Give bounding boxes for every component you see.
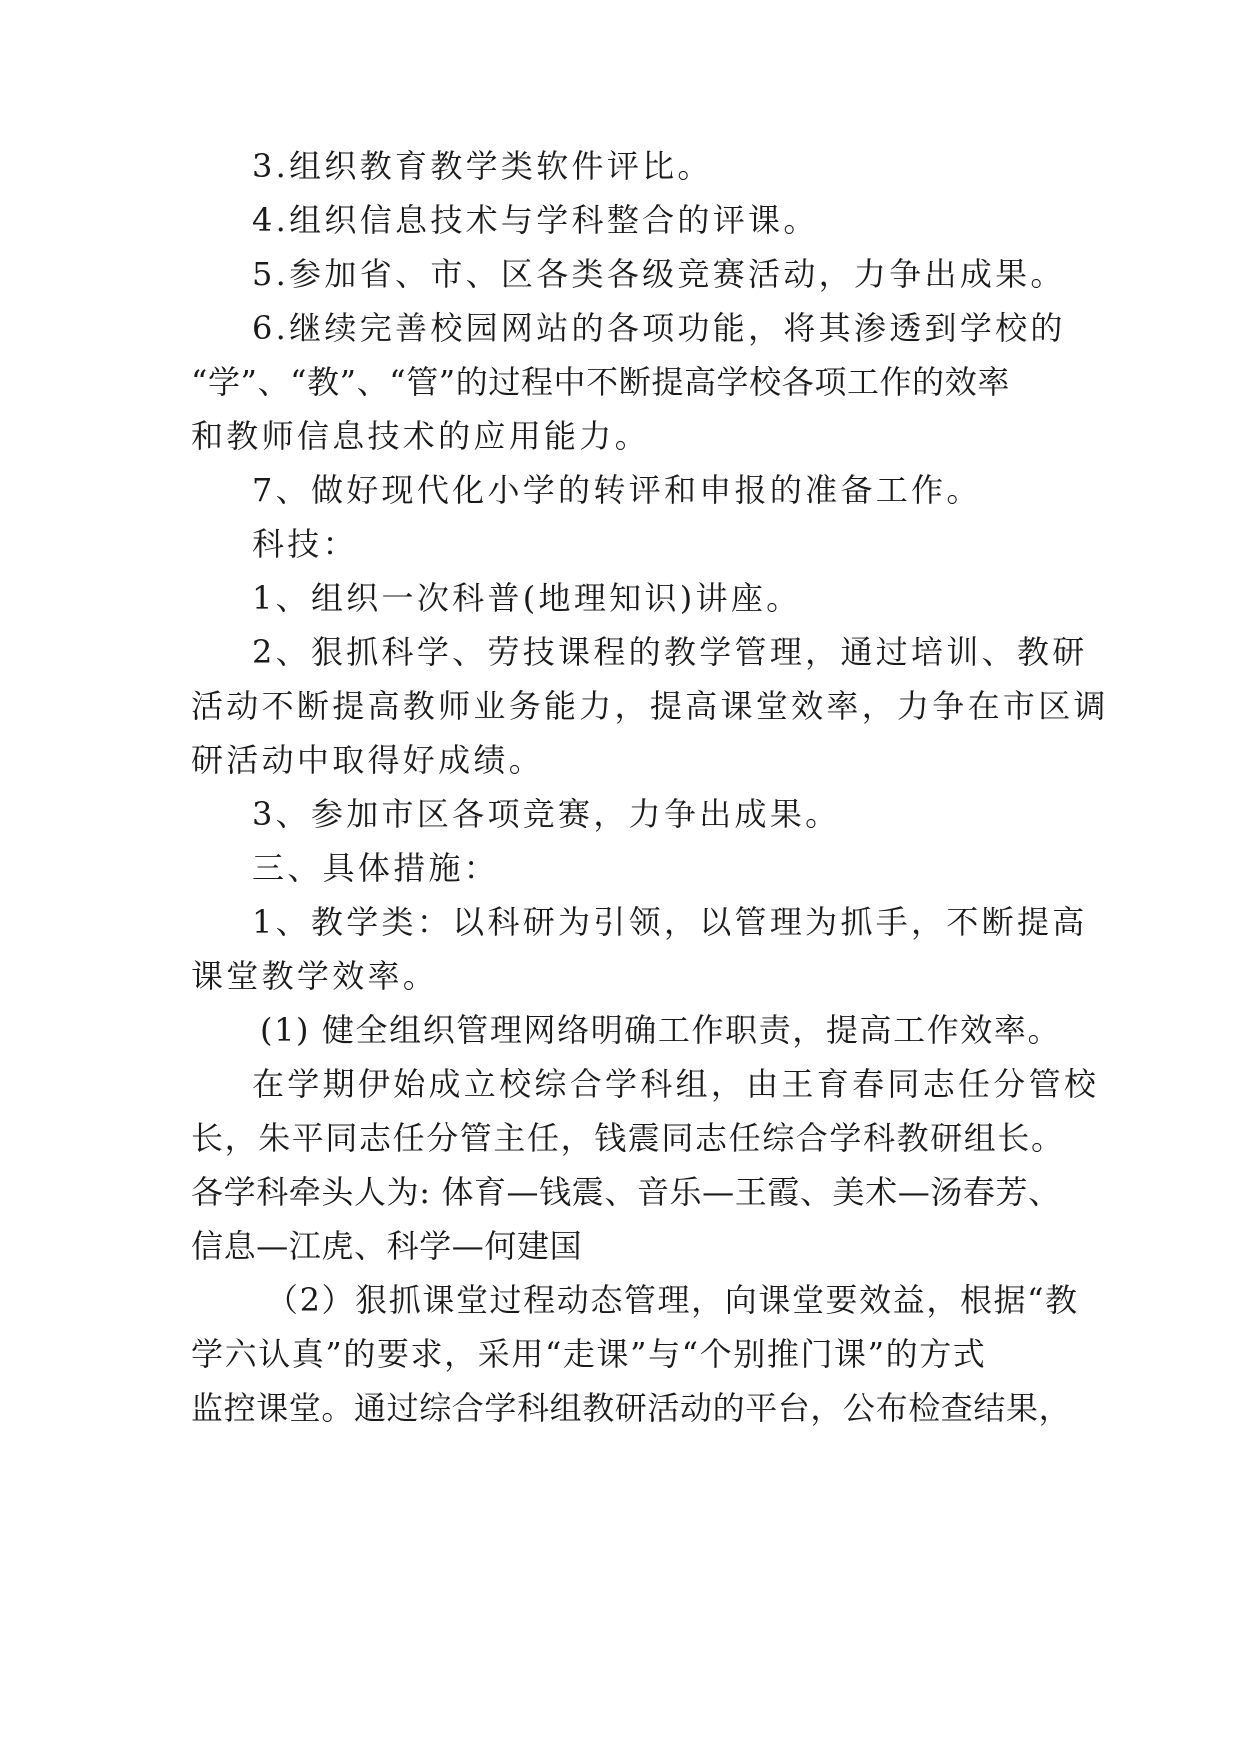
science-item-3: 3、参加市区各项竞赛，力争出成果。 [252,795,841,833]
science-item-2-line-1: 2、狠抓科学、劳技课程的教学管理，通过培训、教研 [252,633,1088,671]
paragraph-item-6-line-3: 和教师信息技术的应用能力。 [191,417,650,455]
science-item-1: 1、组织一次科普(地理知识)讲座。 [252,579,802,617]
measures-item-1-line-1: 1、教学类：以科研为引领，以管理为抓手，不断提高 [252,903,1088,941]
subitem-1-body-line-4: 信息—江虎、科学—何建国 [191,1227,583,1265]
paragraph-item-6-line-1: 6.继续完善校园网站的各项功能，将其渗透到学校的 [252,309,1066,347]
subitem-1-body-line-1: 在学期伊始成立校综合学科组，由王育春同志任分管校 [252,1065,1100,1103]
subitem-1-body-line-3: 各学科牵头人为: 体育—钱震、音乐—王霞、美术—汤春芳、 [191,1173,1061,1211]
measures-subitem-1: (1) 健全组织管理网络明确工作职责，提高工作效率。 [260,1011,1062,1049]
paragraph-item-4: 4.组织信息技术与学科整合的评课。 [252,201,819,239]
paragraph-item-5: 5.参加省、市、区各类各级竞赛活动，力争出成果。 [252,255,1066,293]
measures-subitem-2-line-1: （2）狠抓课堂过程动态管理，向课堂要效益，根据“教 [266,1281,1079,1319]
paragraph-item-6-line-2: “学”、“教”、“管”的过程中不断提高学校各项工作的效率 [191,363,1010,401]
subitem-1-body-line-2: 长，朱平同志任分管主任，钱震同志任综合学科教研组长。 [191,1119,1065,1157]
measures-subitem-2-line-3: 监控课堂。通过综合学科组教研活动的平台，公布检查结果， [191,1389,1072,1427]
science-item-2-line-2: 活动不断提高教师业务能力，提高课堂效率，力争在市区调 [191,687,1109,725]
measures-subitem-2-line-2: 学六认真”的要求，采用“走课”与“个别推门课”的方式 [191,1335,987,1373]
section-heading-science: 科技： [252,525,358,563]
science-item-2-line-3: 研活动中取得好成绩。 [191,741,545,779]
section-heading-measures: 三、具体措施： [252,849,500,887]
measures-item-1-line-2: 课堂教学效率。 [191,957,439,995]
paragraph-item-3: 3.组织教育教学类软件评比。 [252,147,713,185]
paragraph-item-7: 7、做好现代化小学的转评和申报的准备工作。 [252,471,982,509]
